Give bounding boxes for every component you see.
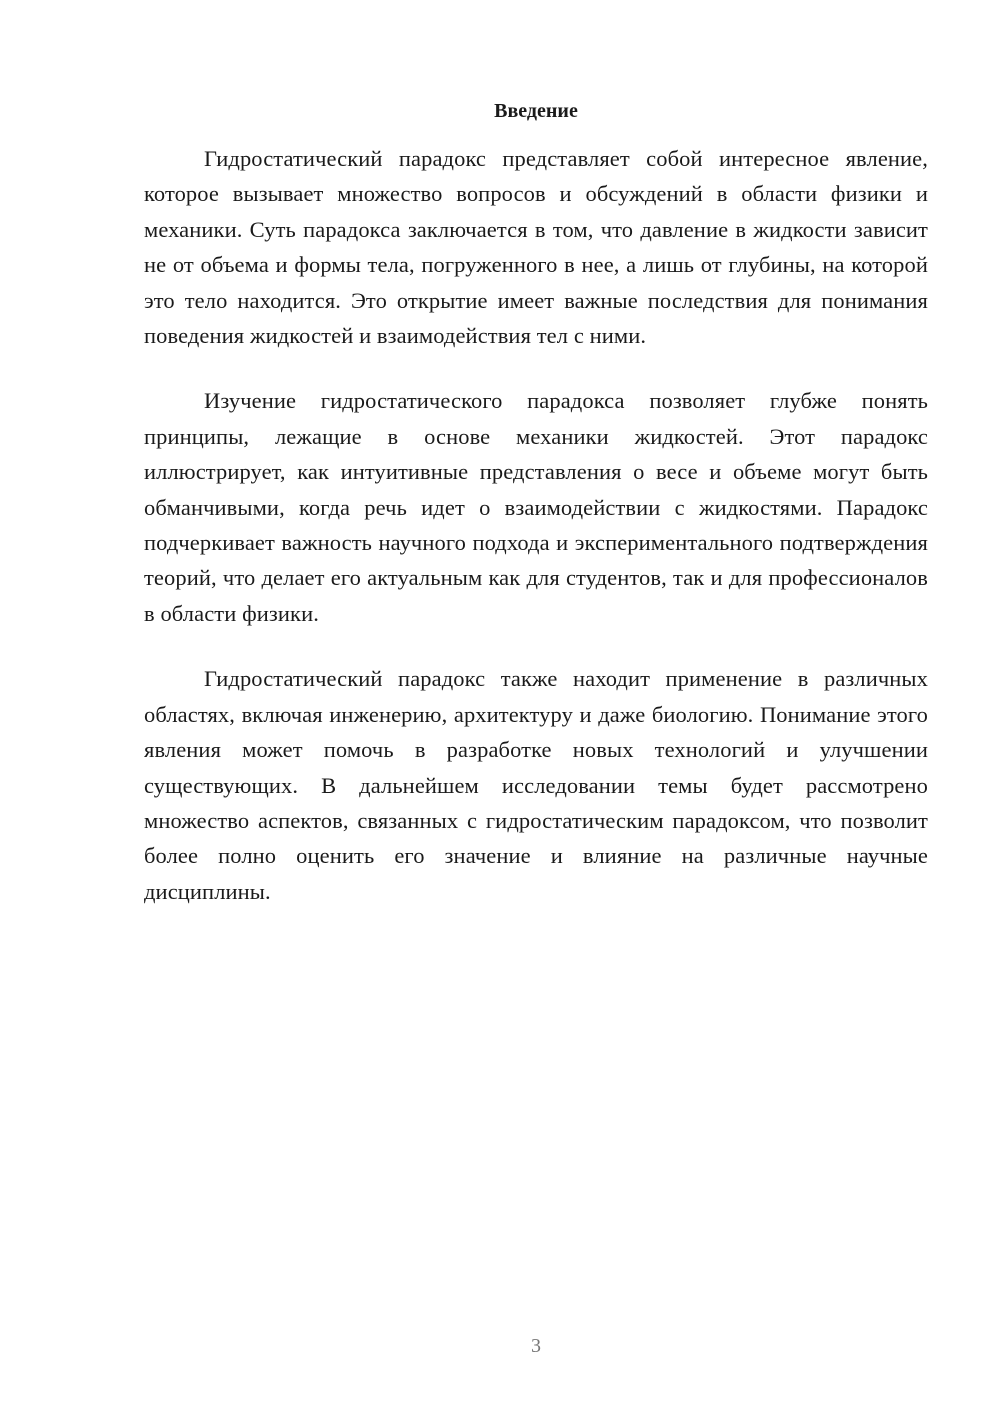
page-number: 3 [531,1335,541,1357]
paragraph-1: Гидростатический парадокс представляет собой интересное явление, которое вызывает множество вопросов и обсуждений в области физики и механики. Суть парадокса заключается в том, что давление в жидкости зависит не от объема и формы тела, погруженного в нее, а лишь от глубины, на которой это тело находится. Это открытие имеет важные последствия для понимания поведения жидкостей и взаимодействия тел с ними. [144,146,928,349]
section-heading: Введение [494,100,578,122]
body-text [144,141,928,909]
paragraph-2: Изучение гидростатического парадокса позволяет глубже понять принципы, лежащие в основе механики жидкостей. Этот парадокс иллюстрирует, как интуитивные представления о весе и объеме могут быть обманчивыми, когда речь идет о взаимодействии с жидкостями. Парадокс подчеркивает важность научного подхода и экспериментального подтверждения теорий, что делает его актуальным как для студентов, так и для профессионалов в области физики. [144,388,928,626]
paragraph-3: Гидростатический парадокс также находит применение в различных областях, включая инженерию, архитектуру и даже биологию. Понимание этого явления может помочь в разработке новых технологий и улучшении существующих. В дальнейшем исследовании темы будет рассмотрено множество аспектов, связанных с гидростатическим парадоксом, что позволит более полно оценить его значение и влияние на различные научные дисциплины. [144,666,928,904]
